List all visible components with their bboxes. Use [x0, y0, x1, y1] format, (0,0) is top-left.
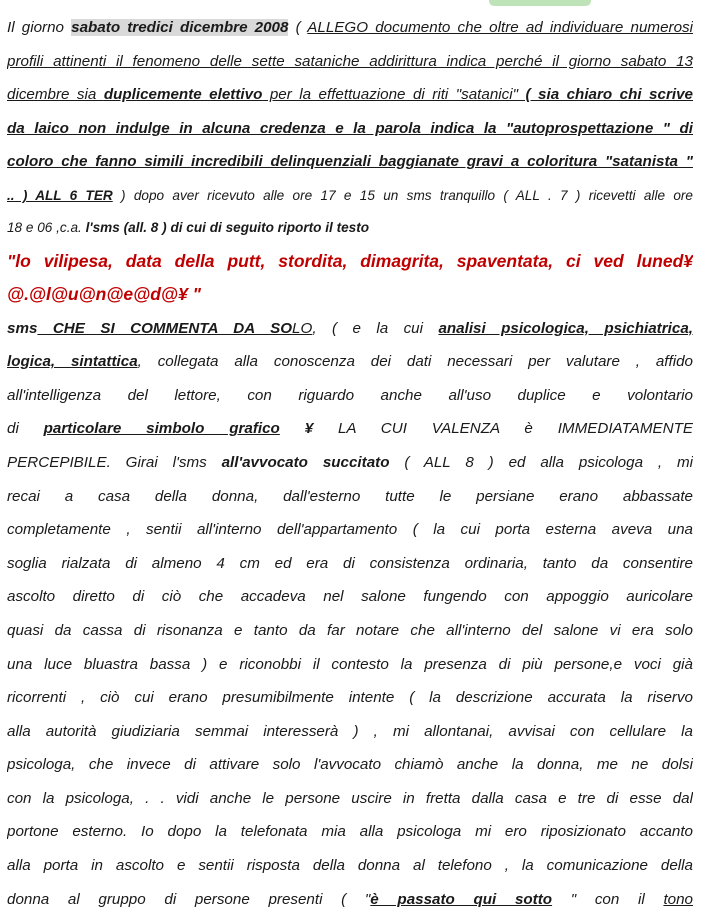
text-segment: (: [288, 19, 308, 36]
text-segment: ¥: [279, 420, 314, 438]
text-segment: ( sia chiaro chi scrive: [518, 86, 693, 104]
text-segment: è passato qui sotto: [370, 890, 553, 908]
text-line: [7, 212, 693, 244]
text-line: [7, 681, 693, 715]
text-segment: CHE SI COMMENTA DA SO: [37, 319, 293, 337]
text-segment: ricorrenti , ciò cui erano presumibilmente intente ( la descrizione accurata la riservo: [7, 689, 693, 707]
text-segment: PERCEPIBILE. Girai l'sms: [7, 453, 222, 471]
text-line: [7, 179, 693, 212]
text-segment: Il giorno: [7, 19, 72, 36]
highlighted-date: sabato tredici dicembre 2008: [71, 19, 289, 36]
text-line: [7, 412, 693, 446]
text-segment: logica, sintattica: [7, 353, 138, 371]
text-line: [7, 614, 693, 648]
text-segment: , collegata alla conoscenza dei dati necessari per valutare , affido: [137, 353, 693, 371]
text-segment: con la psicologa, . . vidi anche le persone uscire in fretta dalla casa e tre di esse dal: [7, 789, 693, 807]
text-segment: ALLEGO documento che oltre ad individuare numerosi: [307, 19, 693, 36]
text-segment: quasi da cassa di risonanza e tanto da far notare che all'interno del salone vi era solo: [7, 621, 693, 639]
text-line: [7, 648, 693, 682]
text-segment: di: [7, 420, 44, 438]
text-segment: per la effettuazione di riti "satanici": [262, 86, 519, 104]
text-line: [7, 815, 693, 849]
text-segment: 18 e 06 ,c.a.: [7, 219, 86, 235]
text-line: [7, 782, 693, 816]
text-segment: " con il: [552, 890, 664, 908]
text-segment: all'intelligenza del lettore, con riguardo anche all'uso duplice e volontario: [7, 386, 693, 404]
text-segment: @.@l@u@n@e@d@¥ ": [7, 283, 201, 304]
text-segment: , ( e la cui: [312, 319, 439, 337]
text-segment: completamente , sentii all'interno dell'appartamento ( la cui porta esterna aveva una: [7, 521, 693, 539]
text-line: [7, 112, 693, 146]
text-line: [7, 145, 693, 179]
text-segment: alla autorità giudiziaria semmai interesserà ) , mi allontanai, avvisai con cellulare la: [7, 722, 693, 740]
text-segment: ( ALL 8 ) ed alla psicologa , mi: [389, 453, 693, 471]
text-line: [7, 715, 693, 749]
text-segment: ascolto diretto di ciò che accadeva nel salone fungendo con appoggio auricolare: [7, 588, 693, 606]
text-segment: donna al gruppo di persone presenti ( ": [7, 890, 371, 908]
text-segment: LO: [292, 319, 313, 337]
text-segment: l'sms (all. 8 ) di cui di seguito riporto il testo: [85, 219, 370, 235]
text-line: [7, 513, 693, 547]
text-segment: dicembre sia: [7, 86, 104, 104]
quoted-sms-line: [7, 278, 693, 312]
text-segment: particolare simbolo grafico: [43, 420, 280, 438]
text-segment: tono: [663, 890, 693, 908]
text-segment: psicologa, che invece di attivare solo l'avvocato chiamò anche la donna, me ne dolsi: [7, 756, 693, 774]
text-line: [7, 547, 693, 581]
text-line: [7, 849, 693, 883]
text-segment: recai a casa della donna, dall'esterno tutte le persiane erano abbassate: [7, 487, 693, 505]
text-line: [7, 379, 693, 413]
text-segment: profili attinenti il fenomeno delle sette sataniche addirittura indica perché il giorno sabato 13: [7, 52, 693, 70]
text-segment: ) dopo aver ricevuto alle ore 17 e 15 un sms tranquillo ( ALL . 7 ) ricevetti alle ore: [112, 187, 693, 203]
text-segment: duplicemente elettivo: [103, 86, 263, 104]
text-line: [7, 480, 693, 514]
text-segment: "lo vilipesa, data della putt, stordita, dimagrita, spaventata, ci ved luned¥: [7, 250, 693, 271]
text-segment: coloro che fanno simili incredibili delinquenziali baggianate gravi a coloritura "satanista ": [7, 153, 693, 171]
text-segment: all'avvocato succitato: [221, 453, 390, 471]
text-line: [7, 345, 693, 379]
text-segment: analisi psicologica, psichiatrica,: [438, 319, 693, 337]
text-segment: soglia rialzata di almeno 4 cm ed era di consistenza ordinaria, tanto da consentire: [7, 554, 693, 572]
text-line: [7, 45, 693, 79]
text-line: [7, 883, 693, 917]
text-line: [7, 312, 693, 346]
document-body: [7, 11, 693, 916]
text-line: [7, 580, 693, 614]
text-segment: LA CUI VALENZA è IMMEDIATAMENTE: [313, 420, 693, 438]
green-tab-edge: [489, 0, 591, 6]
text-segment: una luce bluastra bassa ) e riconobbi il contesto la presenza di più persone,e voci già: [7, 655, 693, 673]
text-line: [7, 748, 693, 782]
text-segment: sms: [7, 319, 38, 337]
text-segment: portone esterno. Io dopo la telefonata mia alla psicologa mi ero riposizionato accanto: [7, 823, 693, 841]
text-line: [7, 11, 693, 45]
text-segment: alla porta in ascolto e sentii risposta della donna al telefono , la comunicazione della: [7, 857, 693, 875]
text-line: [7, 446, 693, 480]
quoted-sms-line: [7, 244, 693, 278]
text-segment: .. ) ALL 6 TER: [7, 187, 113, 203]
text-segment: da laico non indulge in alcuna credenza e la parola indica la "autoprospettazione " di: [7, 119, 693, 137]
text-line: [7, 78, 693, 112]
